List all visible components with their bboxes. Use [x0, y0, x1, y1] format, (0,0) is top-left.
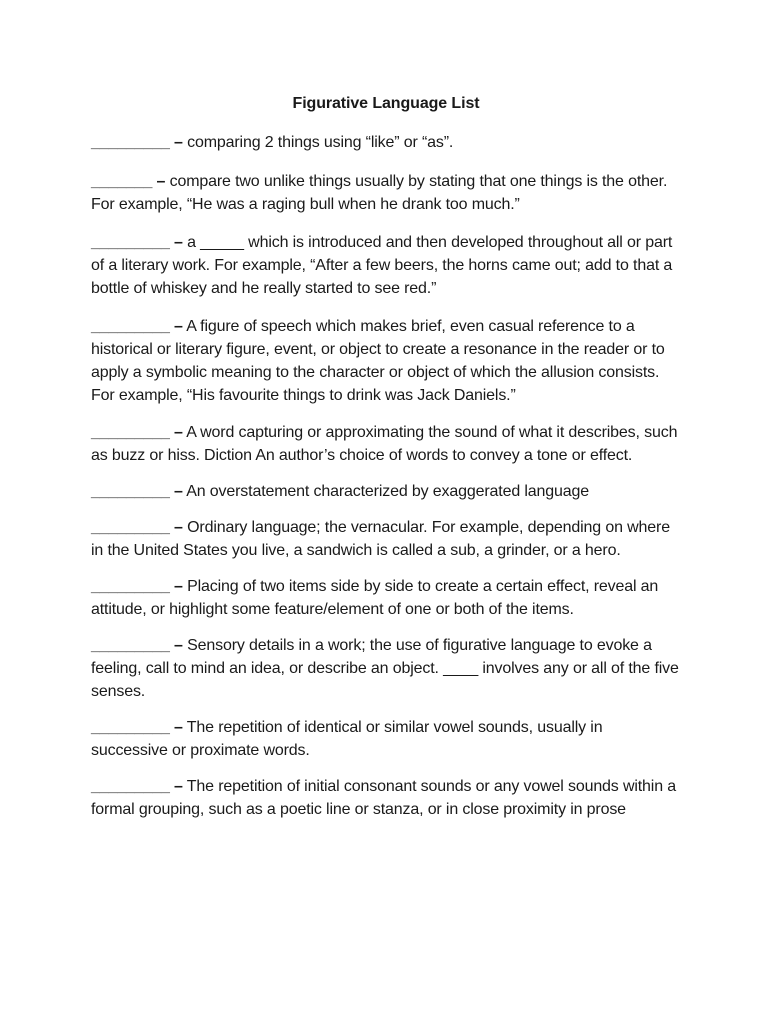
answer-blank: _________: [91, 234, 170, 251]
answer-blank: _________: [91, 637, 170, 654]
answer-blank: _________: [91, 578, 170, 595]
list-item: [91, 480, 681, 503]
definition-text: A word capturing or approximating the sound of what it describes, such as buzz or hiss. Diction An author’s choice of words to convey a tone or effect.: [91, 424, 678, 464]
definition-text: Sensory details in a work; the use of figurative language to evoke a feeling, call to mind an idea, or describe an object. ____ involves any or all of the five senses.: [91, 637, 679, 700]
answer-blank: _________: [91, 318, 170, 335]
definition-text: The repetition of initial consonant sounds or any vowel sounds within a formal grouping, such as a poetic line or stanza, or in close proximity in prose: [91, 778, 677, 818]
dash-separator: –: [169, 637, 183, 654]
list-item: [91, 716, 681, 762]
dash-separator: –: [169, 424, 183, 441]
dash-separator: –: [169, 719, 183, 736]
document-page: [91, 92, 681, 821]
definition-text: Ordinary language; the vernacular. For example, depending on where in the United States you live, a sandwich is called a sub, a grinder, or a hero.: [91, 519, 670, 559]
dash-separator: –: [152, 173, 166, 190]
dash-separator: –: [169, 134, 183, 151]
definition-text: A figure of speech which makes brief, even casual reference to a historical or literary figure, event, or object to create a resonance in the reader or to apply a symbolic meaning to the character or object of which the allusion consists. For example, “His favourite things to drink was Jack Daniels.”: [91, 318, 665, 404]
dash-separator: –: [169, 519, 183, 536]
answer-blank: _________: [91, 424, 170, 441]
list-item: [91, 775, 681, 821]
dash-separator: –: [169, 234, 183, 251]
answer-blank: _________: [91, 483, 170, 500]
answer-blank: _________: [91, 719, 170, 736]
dash-separator: –: [169, 778, 183, 795]
list-item: [91, 231, 681, 300]
definition-text: The repetition of identical or similar vowel sounds, usually in successive or proximate words.: [91, 719, 603, 759]
list-item: [91, 421, 681, 467]
definition-text: a _____ which is introduced and then developed throughout all or part of a literary work. For example, “After a few beers, the horns came out; add to that a bottle of whiskey and he really started to see red.”: [91, 234, 673, 297]
page-title: Figurative Language List: [292, 95, 480, 112]
answer-blank: _________: [91, 519, 170, 536]
list-item: [91, 575, 681, 621]
list-item: [91, 131, 681, 154]
answer-blank: _______: [91, 173, 153, 190]
dash-separator: –: [169, 318, 183, 335]
definition-text: compare two unlike things usually by stating that one things is the other. For example, “He was a raging bull when he drank too much.”: [91, 173, 668, 213]
definition-text: Placing of two items side by side to create a certain effect, reveal an attitude, or highlight some feature/element of one or both of the items.: [91, 578, 659, 618]
definition-text: An overstatement characterized by exaggerated language: [182, 483, 590, 500]
list-item: [91, 516, 681, 562]
list-item: [91, 634, 681, 703]
list-item: [91, 315, 681, 407]
answer-blank: _________: [91, 134, 170, 151]
dash-separator: –: [169, 578, 183, 595]
definition-text: comparing 2 things using “like” or “as”.: [182, 134, 454, 151]
list-item: [91, 170, 681, 216]
answer-blank: _________: [91, 778, 170, 795]
dash-separator: –: [169, 483, 183, 500]
